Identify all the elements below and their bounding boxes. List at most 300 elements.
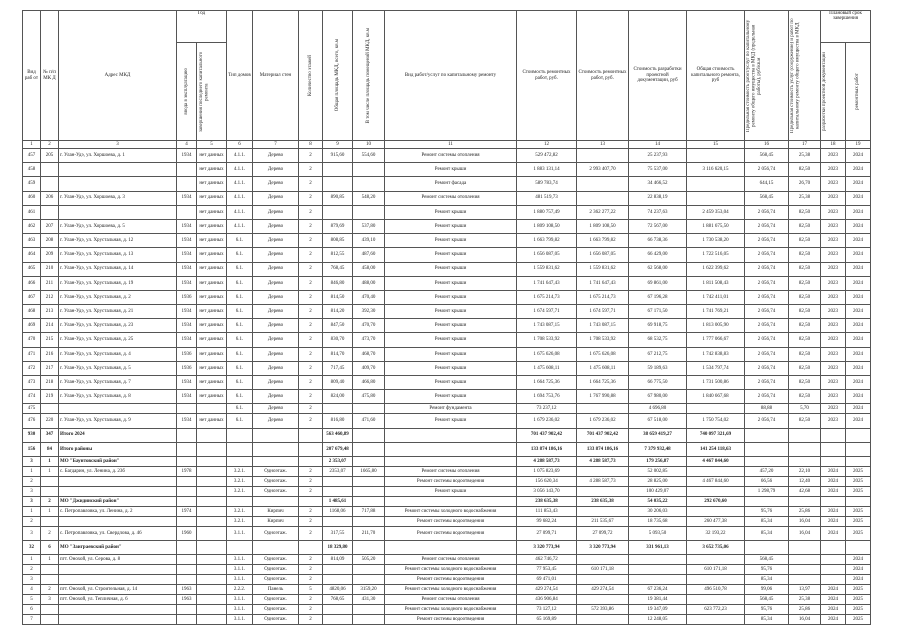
table-cell xyxy=(197,595,227,605)
table-cell: 2023 xyxy=(821,305,846,319)
table-cell: 1936 xyxy=(177,361,197,375)
table-cell xyxy=(629,565,687,575)
table-cell xyxy=(821,541,846,555)
table-cell: 216 xyxy=(41,347,59,361)
column-number-cell: 12 xyxy=(517,141,577,149)
table-cell xyxy=(577,506,629,516)
table-cell: 1 656 087,05 xyxy=(517,248,577,262)
column-number-row xyxy=(23,141,871,149)
table-cell: 2025 xyxy=(846,595,871,605)
table-cell: 3 xyxy=(23,575,41,585)
table-cell: 2024 xyxy=(846,276,871,290)
col-head-4: ввода в эксплуатацию xyxy=(177,43,197,141)
table-cell: 2 xyxy=(299,276,323,290)
table-cell: 470,70 xyxy=(353,319,385,333)
table-cell: 2024 xyxy=(846,390,871,404)
table-cell: 2025 xyxy=(846,466,871,476)
table-cell: 572 393,86 xyxy=(577,605,629,615)
table-cell: 156 xyxy=(23,442,41,456)
table-cell: Одноэтаж. xyxy=(253,575,299,585)
table-cell: 1 811 508,43 xyxy=(687,276,745,290)
table-cell xyxy=(745,428,789,442)
table-cell: 2 xyxy=(299,361,323,375)
table-cell: 4 696,80 xyxy=(629,404,687,414)
table-cell: 1934 xyxy=(177,219,197,233)
table-cell: 392,30 xyxy=(353,305,385,319)
column-number-cell: 15 xyxy=(687,141,745,149)
table-cell: Дерево xyxy=(253,163,299,177)
table-cell: 1 694 753,76 xyxy=(517,390,577,404)
table-cell xyxy=(41,177,59,191)
table-cell xyxy=(687,191,745,205)
table-cell xyxy=(846,442,871,456)
table-cell: 3159,20 xyxy=(353,585,385,595)
table-cell: Ремонт крыши xyxy=(385,333,517,347)
table-cell: 82,50 xyxy=(789,248,821,262)
table-cell: г. Улан-Удэ, ул. Хрустальная, д. 5 xyxy=(59,361,177,375)
table-cell xyxy=(227,541,253,555)
table-cell: 7 xyxy=(23,615,41,625)
table-cell: 27 099,72 xyxy=(577,526,629,540)
table-cell: 2 xyxy=(41,496,59,506)
table-cell: 74 237,63 xyxy=(629,205,687,219)
table-cell xyxy=(687,404,745,414)
table-cell: 824,00 xyxy=(323,390,353,404)
table-cell: Дерево xyxy=(253,248,299,262)
table-cell: нет данных xyxy=(197,390,227,404)
table-cell xyxy=(59,177,177,191)
table-cell xyxy=(385,541,517,555)
table-cell: Дерево xyxy=(253,390,299,404)
table-cell: 1 809 108,50 xyxy=(577,219,629,233)
table-cell xyxy=(177,605,197,615)
table-cell xyxy=(353,605,385,615)
table-cell: Одноэтаж. xyxy=(253,595,299,605)
table-cell xyxy=(177,205,197,219)
table-cell: 25,38 xyxy=(789,149,821,163)
col-head-17: Предельная стоимость услуг (сооружение) и работ по капитальному ремонту общего имущества в МКД xyxy=(789,11,821,141)
table-cell: 3.2.1. xyxy=(227,516,253,526)
table-cell: 2025 xyxy=(846,605,871,615)
table-cell: 3.1.1. xyxy=(227,595,253,605)
table-cell: 460 xyxy=(23,191,41,205)
table-cell xyxy=(385,456,517,466)
table-cell xyxy=(197,456,227,466)
table-cell: 19 347,09 xyxy=(629,605,687,615)
table-cell: нет данных xyxy=(197,414,227,428)
table-cell: 1 675 626,08 xyxy=(577,347,629,361)
table-cell xyxy=(687,149,745,163)
table-cell xyxy=(197,526,227,540)
col-head-1: Вид раб от xyxy=(23,11,41,141)
table-cell: Ремонт системы холодного водоснабжения xyxy=(385,585,517,595)
table-cell: 1 743 087,15 xyxy=(577,319,629,333)
table-cell: 2023 xyxy=(821,414,846,428)
table-cell: 2 xyxy=(41,585,59,595)
table-cell xyxy=(687,486,745,496)
table-cell: 2 xyxy=(41,526,59,540)
table-cell: 82,50 xyxy=(789,414,821,428)
table-cell: 568,45 xyxy=(745,555,789,565)
table-cell xyxy=(789,541,821,555)
table-cell: Ремонт крыши xyxy=(385,163,517,177)
table-row xyxy=(23,319,871,333)
capital-repair-table xyxy=(22,10,871,625)
table-cell: 54 035,22 xyxy=(629,496,687,506)
table-cell: 2 xyxy=(299,526,323,540)
table-cell xyxy=(177,442,197,456)
table-cell: 22 838,19 xyxy=(629,191,687,205)
table-cell: Одноэтаж. xyxy=(253,466,299,476)
column-number-cell: 7 xyxy=(253,141,299,149)
table-cell: Одноэтаж. xyxy=(253,615,299,625)
table-row xyxy=(23,404,871,414)
table-cell: 111 853,43 xyxy=(517,506,577,516)
table-cell: г. Улан-Удэ, ул. Хоршоева, д. 3 xyxy=(59,191,177,205)
table-cell: 2 xyxy=(299,615,323,625)
table-cell: нет данных xyxy=(197,205,227,219)
table-cell xyxy=(177,476,197,486)
table-cell: 3.1.1. xyxy=(227,605,253,615)
table-cell: 1 xyxy=(23,555,41,565)
table-cell: Ремонт крыши xyxy=(385,290,517,304)
table-cell: 2024 xyxy=(846,305,871,319)
table-cell: 1 559 831,62 xyxy=(577,262,629,276)
table-cell: 2 056,74 xyxy=(745,276,789,290)
table-cell: 2024 xyxy=(821,486,846,496)
table-cell: 179 256,87 xyxy=(629,456,687,466)
table-cell: 2023 xyxy=(821,404,846,414)
table-cell: 1934 xyxy=(177,191,197,205)
table-cell: 34 466,52 xyxy=(629,177,687,191)
table-cell: 88,88 xyxy=(745,404,789,414)
table-cell: 84 xyxy=(41,442,59,456)
table-cell: 99 682,24 xyxy=(517,516,577,526)
table-cell: 2 056,74 xyxy=(745,333,789,347)
table-row xyxy=(23,149,871,163)
table-cell: Одноэтаж. xyxy=(253,476,299,486)
table-cell: 6.1. xyxy=(227,262,253,276)
table-cell: 141 254 118,63 xyxy=(687,442,745,456)
table-cell: Ремонт системы водоотведения xyxy=(385,615,517,625)
table-cell: 6.1. xyxy=(227,390,253,404)
table-cell: Итого районы xyxy=(59,442,177,456)
table-cell: 2024 xyxy=(821,506,846,516)
table-row xyxy=(23,305,871,319)
table-cell xyxy=(323,404,353,414)
table-cell: 2 056,74 xyxy=(745,205,789,219)
table-cell xyxy=(59,404,177,414)
table-cell: 2023 xyxy=(821,163,846,177)
table-cell: г. Улан-Удэ, ул. Хрустальная, д. 23 xyxy=(59,319,177,333)
table-cell: 429 274,54 xyxy=(517,585,577,595)
table-cell xyxy=(177,404,197,414)
table-cell: МО "Заиграевский район" xyxy=(59,541,177,555)
table-cell: 82,50 xyxy=(789,305,821,319)
table-cell: 2024 xyxy=(846,191,871,205)
table-cell: Дерево xyxy=(253,262,299,276)
table-cell: 2024 xyxy=(846,205,871,219)
table-cell: 2024 xyxy=(846,149,871,163)
table-cell: 2 xyxy=(299,290,323,304)
table-cell: 1 777 066,67 xyxy=(687,333,745,347)
table-cell: Ремонт крыши xyxy=(385,205,517,219)
table-cell xyxy=(253,442,299,456)
table-cell: нет данных xyxy=(197,376,227,390)
table-cell: 2 056,74 xyxy=(745,319,789,333)
table-cell: 72 567,00 xyxy=(629,219,687,233)
table-cell: 701 437 902,42 xyxy=(517,428,577,442)
table-cell: 4 467 844,60 xyxy=(687,476,745,486)
table-cell: 890,85 xyxy=(323,191,353,205)
table-cell xyxy=(821,555,846,565)
table-cell xyxy=(197,428,227,442)
table-cell xyxy=(577,555,629,565)
table-cell: 1 675 626,08 xyxy=(517,347,577,361)
table-cell: 1 674 597,71 xyxy=(577,305,629,319)
table-cell: 12,40 xyxy=(789,476,821,486)
table-cell: Ремонт системы водоотведения xyxy=(385,526,517,540)
table-cell: 82,50 xyxy=(789,219,821,233)
table-cell: 1 883 131,14 xyxy=(517,163,577,177)
table-cell xyxy=(177,177,197,191)
table-cell xyxy=(197,516,227,526)
table-cell: 2 xyxy=(299,476,323,486)
table-cell: 2025 xyxy=(846,516,871,526)
table-cell: 2 xyxy=(299,575,323,585)
table-cell: Ремонт крыши xyxy=(385,262,517,276)
table-cell xyxy=(821,496,846,506)
table-cell: 1963 xyxy=(177,585,197,595)
table-cell: 457 xyxy=(23,149,41,163)
table-cell: 808,85 xyxy=(323,234,353,248)
table-cell: Ремонт крыши xyxy=(385,248,517,262)
table-row xyxy=(23,262,871,276)
table-cell: 5 xyxy=(23,595,41,605)
table-cell: Ремонт системы отопления xyxy=(385,191,517,205)
table-cell: нет данных xyxy=(197,347,227,361)
table-cell: нет данных xyxy=(197,305,227,319)
table-cell: 67 212,75 xyxy=(629,347,687,361)
table-row xyxy=(23,506,871,516)
table-cell: 2 xyxy=(299,177,323,191)
table-cell: 1960 xyxy=(177,526,197,540)
table-body xyxy=(23,149,871,625)
table-cell: 156 620,34 xyxy=(517,476,577,486)
table-cell: 768,45 xyxy=(323,262,353,276)
table-cell: 2024 xyxy=(846,262,871,276)
table-cell: 95,76 xyxy=(745,565,789,575)
table-cell: нет данных xyxy=(197,262,227,276)
table-cell xyxy=(577,191,629,205)
table-row xyxy=(23,565,871,575)
table-cell: 814,50 xyxy=(323,290,353,304)
table-cell: 3 652 735,06 xyxy=(687,541,745,555)
table-cell: 717,45 xyxy=(323,361,353,375)
table-cell: Кирпич xyxy=(253,516,299,526)
table-cell: 66 429,00 xyxy=(629,248,687,262)
col-head-3: Адрес МКД xyxy=(59,11,177,141)
table-cell: 211 535,67 xyxy=(577,516,629,526)
table-cell: 82,50 xyxy=(789,390,821,404)
table-cell: 69 471,01 xyxy=(517,575,577,585)
table-cell xyxy=(41,486,59,496)
table-cell: 32 xyxy=(23,541,41,555)
table-cell: г. Улан-Удэ, ул. Хоршоева, д. 5 xyxy=(59,219,177,233)
table-cell: 3 xyxy=(41,595,59,605)
table-cell: 99,06 xyxy=(745,585,789,595)
table-cell: 1 809 108,50 xyxy=(517,219,577,233)
table-cell: 82,50 xyxy=(789,376,821,390)
table-cell: 2024 xyxy=(846,414,871,428)
table-cell: 2 056,74 xyxy=(745,290,789,304)
table-cell: 6.1. xyxy=(227,319,253,333)
table-cell: 66,56 xyxy=(745,476,789,486)
table-cell xyxy=(385,442,517,456)
table-cell: 2023 xyxy=(821,248,846,262)
table-cell: 1 708 533,92 xyxy=(517,333,577,347)
col-head-10: В том числе площадь помещений МКД, кв.м xyxy=(353,11,385,141)
table-cell: 3.2.1. xyxy=(227,466,253,476)
table-cell: 1 xyxy=(41,555,59,565)
table-cell: 2023 xyxy=(821,376,846,390)
col-head-14: Стоимость разработки проектной документации, руб xyxy=(629,11,687,141)
table-cell: 2 xyxy=(299,506,323,516)
table-cell: 133 874 186,16 xyxy=(577,442,629,456)
table-cell: 1 675 214,73 xyxy=(577,290,629,304)
table-cell: 487,60 xyxy=(353,248,385,262)
table-cell: г. Улан-Удэ, ул. Хрустальная, д. 21 xyxy=(59,305,177,319)
table-cell xyxy=(353,575,385,585)
table-cell: 2 056,74 xyxy=(745,414,789,428)
table-cell: 1934 xyxy=(177,276,197,290)
table-cell: 809,40 xyxy=(323,376,353,390)
table-cell xyxy=(59,516,177,526)
table-cell xyxy=(821,428,846,442)
column-number-cell: 3 xyxy=(59,141,177,149)
table-cell: 1 679 236,02 xyxy=(577,414,629,428)
table-cell: 1168,06 xyxy=(323,506,353,516)
table-cell: 16,04 xyxy=(789,516,821,526)
table-cell: 1 674 597,71 xyxy=(517,305,577,319)
table-cell xyxy=(577,486,629,496)
table-cell: 2024 xyxy=(846,555,871,565)
table-cell: 1 730 538,20 xyxy=(687,234,745,248)
table-cell: 466 xyxy=(23,276,41,290)
column-number-cell: 16 xyxy=(745,141,789,149)
table-cell xyxy=(323,605,353,615)
table-cell: 1 741 647,43 xyxy=(577,276,629,290)
table-cell: 473,70 xyxy=(353,333,385,347)
table-cell: 2 362 277,22 xyxy=(577,205,629,219)
table-cell: МО "Джидинский район" xyxy=(59,496,177,506)
table-cell: 2025 xyxy=(846,585,871,595)
table-cell: 208 xyxy=(41,234,59,248)
table-cell: Дерево xyxy=(253,376,299,390)
table-cell: 816,80 xyxy=(323,414,353,428)
table-cell: 3.1.1. xyxy=(227,615,253,625)
table-cell: Дерево xyxy=(253,319,299,333)
table-cell: 1 750 754,02 xyxy=(687,414,745,428)
table-cell: 2 xyxy=(299,555,323,565)
table-cell xyxy=(59,205,177,219)
table-cell: 1 722 516,05 xyxy=(687,248,745,262)
table-cell: 2023 xyxy=(821,149,846,163)
table-cell: 2024 xyxy=(821,605,846,615)
table-cell: 2024 xyxy=(846,347,871,361)
table-cell: г. Улан-Удэ, ул. Хрустальная, д. 12 xyxy=(59,234,177,248)
table-cell: 475 xyxy=(23,404,41,414)
table-cell: 66 738,36 xyxy=(629,234,687,248)
table-cell xyxy=(353,496,385,506)
table-cell: 1934 xyxy=(177,333,197,347)
table-cell xyxy=(323,516,353,526)
table-cell: Ремонт системы отопления xyxy=(385,149,517,163)
table-cell: 1 742 411,01 xyxy=(687,290,745,304)
column-number-cell: 11 xyxy=(385,141,517,149)
table-cell: 25 237,93 xyxy=(629,149,687,163)
table-cell: 3.1.1. xyxy=(227,555,253,565)
column-number-cell: 10 xyxy=(353,141,385,149)
table-cell xyxy=(177,163,197,177)
table-cell: г. Улан-Удэ, ул. Хрустальная, д. 9 xyxy=(59,414,177,428)
table-cell: 3 xyxy=(23,456,41,466)
table-cell xyxy=(821,456,846,466)
table-cell xyxy=(41,516,59,526)
table-cell: 82,50 xyxy=(789,276,821,290)
table-cell xyxy=(846,456,871,466)
table-cell: 317,55 xyxy=(323,526,353,540)
table-cell: 463 xyxy=(23,234,41,248)
table-cell: 82,50 xyxy=(789,163,821,177)
table-cell: 4820,06 xyxy=(323,585,353,595)
table-cell: 213 xyxy=(41,305,59,319)
table-cell xyxy=(687,615,745,625)
table-cell: 2 xyxy=(299,390,323,404)
table-row xyxy=(23,541,871,555)
table-cell: 219 xyxy=(41,390,59,404)
table-cell: 505,20 xyxy=(353,555,385,565)
table-cell: 2025 xyxy=(846,506,871,516)
table-cell xyxy=(353,456,385,466)
table-row xyxy=(23,442,871,456)
table-cell: 25,38 xyxy=(789,595,821,605)
table-cell: 207 679,48 xyxy=(323,442,353,456)
table-cell: 644,15 xyxy=(745,177,789,191)
col-head-12: Стоимость ремонтных работ, руб. xyxy=(517,11,577,141)
table-cell: 1 664 725,36 xyxy=(577,376,629,390)
table-row xyxy=(23,333,871,347)
table-cell: 16,04 xyxy=(789,615,821,625)
table-cell xyxy=(687,177,745,191)
table-cell: 215 xyxy=(41,333,59,347)
col-head-19: ремонтных работ xyxy=(846,43,871,141)
table-cell xyxy=(846,496,871,506)
table-cell xyxy=(323,476,353,486)
table-cell: 2024 xyxy=(846,376,871,390)
table-cell: 431,30 xyxy=(353,595,385,605)
table-cell: 67 236,24 xyxy=(629,585,687,595)
table-cell xyxy=(41,163,59,177)
table-cell: пгт. Онохой, ул. Тепличная, д. 6 xyxy=(59,595,177,605)
table-cell: 2 056,74 xyxy=(745,376,789,390)
table-cell: 1 475 608,11 xyxy=(517,361,577,375)
table-cell xyxy=(41,575,59,585)
table-cell: 1 075 823,69 xyxy=(517,466,577,476)
table-cell: с. Петропавловка, ул. Свердлова, д. 46 xyxy=(59,526,177,540)
table-cell: Одноэтаж. xyxy=(253,565,299,575)
table-cell: нет данных xyxy=(197,191,227,205)
